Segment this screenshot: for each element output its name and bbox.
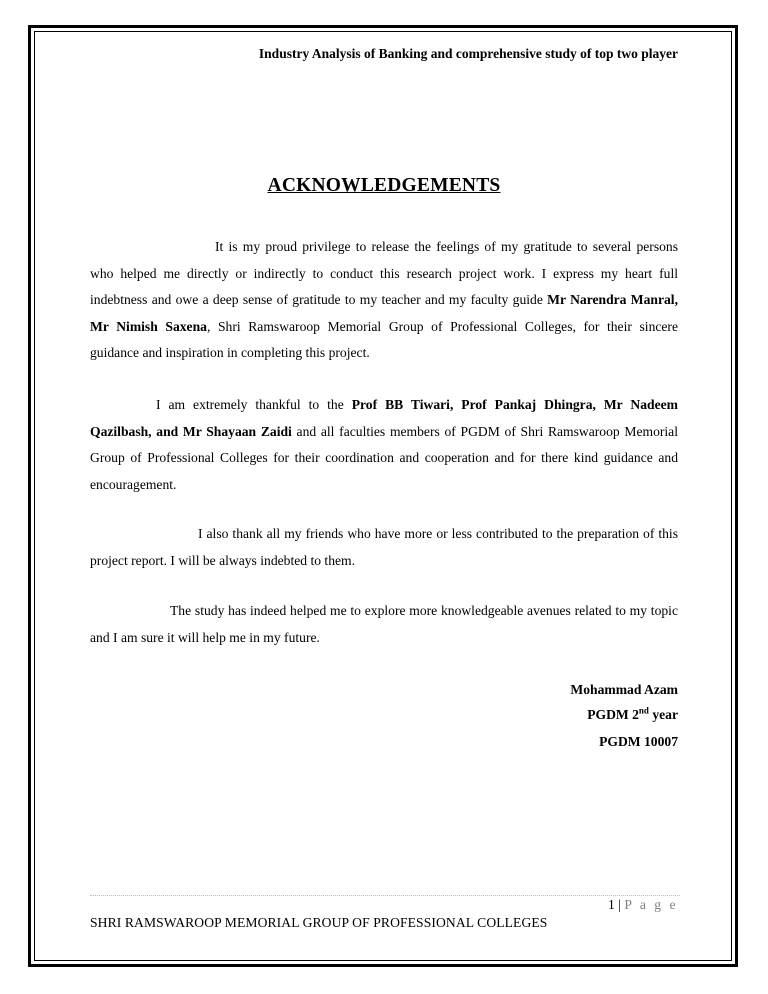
- page-word: P a g e: [624, 897, 678, 912]
- paragraph-text: , Shri Ramswaroop Memorial Group of Professional Colleges, for their sincere guidance and inspiration in completing this project.: [90, 318, 678, 360]
- page-title: ACKNOWLEDGEMENTS: [267, 175, 501, 196]
- paragraph-text: and all faculties members of PGDM of Shri Ramswaroop Memorial Group of Professional Colleges for their coordination and cooperation and for there kind guidance and encouragement.: [90, 423, 678, 492]
- footer-institution: SHRI RAMSWAROOP MEMORIAL GROUP OF PROFESSIONAL COLLEGES: [90, 915, 548, 930]
- running-header: Industry Analysis of Banking and comprehensive study of top two player: [258, 46, 678, 61]
- program-suffix: year: [648, 707, 678, 722]
- faculty-guide-names: Mr Narendra Manral, Mr Nimish Saxena: [90, 292, 678, 334]
- paragraph-thanks-friends: I also thank all my friends who have more or less contributed to the preparation of this project report. I will be always indebted to them.: [90, 526, 678, 568]
- paragraph-gratitude: [90, 234, 678, 367]
- signature-program: [587, 707, 678, 723]
- program-ordinal: nd: [638, 705, 649, 716]
- signature-roll-number: PGDM 10007: [599, 734, 678, 749]
- paragraph-text: It is my proud privilege to release the feelings of my gratitude to several persons who helped me directly or indirectly to conduct this research project work. I express my heart full indebtness and owe a deep sense of gratitude to my teacher and my faculty guide: [90, 239, 678, 307]
- paragraph-study-benefit: The study has indeed helped me to explore more knowledgeable avenues related to my topic and I am sure it will help me in my future.: [90, 603, 678, 645]
- signature-name: Mohammad Azam: [570, 682, 678, 697]
- footer-divider: [90, 895, 680, 896]
- program-prefix: PGDM 2: [587, 707, 639, 722]
- faculty-names: Prof BB Tiwari, Prof Pankaj Dhingra, Mr Nadeem Qazilbash, and Mr Shayaan Zaidi: [90, 397, 678, 439]
- page-number: [608, 897, 678, 913]
- page-number-value: 1: [608, 897, 615, 912]
- paragraph-thanks-faculty: [90, 392, 678, 498]
- page-number-separator: |: [614, 897, 625, 912]
- paragraph-text: I am extremely thankful to the: [156, 397, 352, 412]
